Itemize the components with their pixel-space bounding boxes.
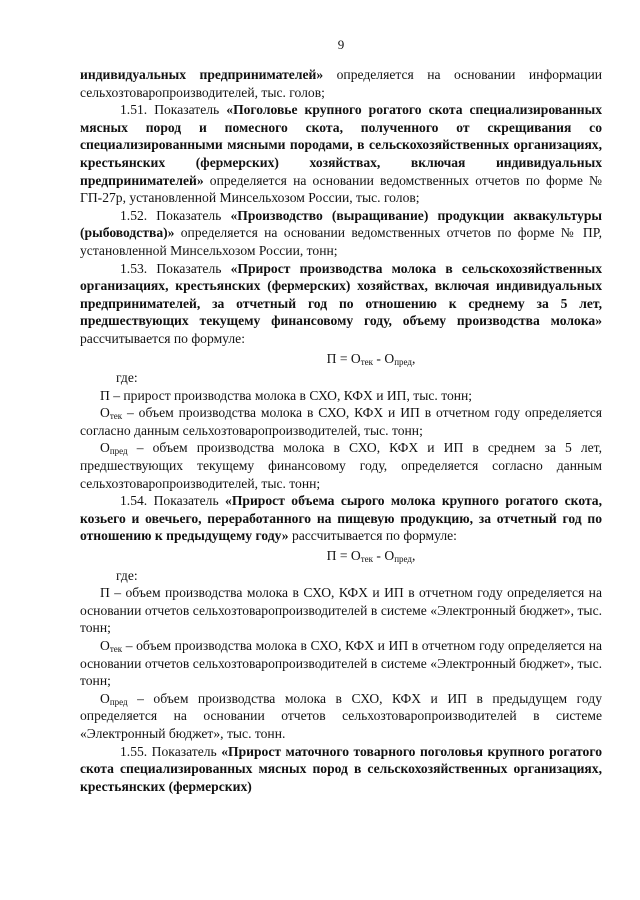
document-page xyxy=(80,0,602,900)
paragraph-1-52: 1.52. Показатель «Производство (выращивание) продукции аквакультуры (рыбоводства)» определяется на основании ведомственных отчетов по форме № ПР, установленной Минсельхозом России, тонн; xyxy=(80,207,602,258)
page-number: 9 xyxy=(337,37,345,52)
document-body xyxy=(80,66,602,795)
definition-o-pred: $О_{пред}$ – объем производства молока в СХО, КФХ и ИП в среднем за 5 лет, предшествующих текущему финансовому году, определяется согласно данным сельхозтоваропроизводителей, тыс. тонн; xyxy=(80,440,602,491)
definition-o-tek: $О_{тек}$ – объем производства молока в СХО, КФХ и ИП в отчетном году определяется на основании отчетов сельхозтоваропроизводителей в системе «Электронный бюджет», тыс. тонн; xyxy=(80,638,602,689)
paragraph-1-54: 1.54. Показатель «Прирост объема сырого молока крупного рогатого скота, козьего и овечьего, переработанного на пищевую продукцию, за отчетный год по отношению к предыдущему году» рассчитывается по формуле: xyxy=(80,493,602,544)
definition-p: П – прирост производства молока в СХО, КФХ и ИП, тыс. тонн; xyxy=(100,387,473,403)
definition-p: П – объем производства молока в СХО, КФХ и ИП в отчетном году определяется на основании отчетов сельхозтоваропроизводителей в системе «Электронный бюджет», тыс. тонн; xyxy=(80,585,602,636)
formula-1: $П = О_{тек} - О_{пред}$, xyxy=(326,350,416,367)
bold-term: «Прирост объема сырого молока крупного рогатого скота, козьего и овечьего, переработанного на пищевую продукцию, за отчетный год по отношению к предыдущему году» xyxy=(80,493,602,544)
where-label: где: xyxy=(116,567,138,583)
where-label: где: xyxy=(116,370,138,386)
paragraph-continuation: индивидуальных предпринимателей» определяется на основании информации сельхозтоваропроизводителей, тыс. голов; xyxy=(80,67,602,100)
definition-o-tek: $О_{тек}$ – объем производства молока в СХО, КФХ и ИП в отчетном году определяется согласно данным сельхозтоваропроизводителей, тыс. тонн; xyxy=(80,405,602,438)
bold-term: «Прирост маточного товарного поголовья крупного рогатого скота специализированных мясных пород в сельскохозяйственных организациях, крестьянских (фермерских) xyxy=(80,743,602,794)
bold-term: «Прирост производства молока в сельскохозяйственных организациях, крестьянских (фермерских) хозяйствах, включая индивидуальных предпринимателей, за отчетный год по отношению к среднему за 5 лет, предшествующих текущему финансовому году, объему производства молока» xyxy=(80,260,602,329)
definition-o-pred: $О_{пред}$ – объем производства молока в СХО, КФХ и ИП в предыдущем году определяется на основании отчетов сельхозтоваропроизводителей в системе «Электронный бюджет», тыс. тонн. xyxy=(80,690,602,741)
paragraph-1-53: 1.53. Показатель «Прирост производства молока в сельскохозяйственных организациях, крестьянских (фермерских) хозяйствах, включая индивидуальных предпринимателей, за отчетный год по отношению к среднему за 5 лет, предшествующих текущему финансовому году, объему производства молока» рассчитывается по формуле: xyxy=(80,260,602,346)
paragraph-1-55: 1.55. Показатель «Прирост маточного товарного поголовья крупного рогатого скота специализированных мясных пород в сельскохозяйственных организациях, крестьянских (фермерских) xyxy=(80,743,602,794)
bold-term: «Поголовье крупного рогатого скота специализированных мясных пород и помесного скота, полученного от скрещивания со специализированными мясными породами, в сельскохозяйственных организациях, крестьянских (фермерских) хозяйствах, включая индивидуальных предпринимателей» xyxy=(80,102,602,188)
bold-term: «Производство (выращивание) продукции аквакультуры (рыбоводства)» xyxy=(80,207,602,241)
paragraph-1-51: 1.51. Показатель «Поголовье крупного рогатого скота специализированных мясных пород и помесного скота, полученного от скрещивания со специализированными мясными породами, в сельскохозяйственных организациях, крестьянских (фермерских) хозяйствах, включая индивидуальных предпринимателей» определяется на основании ведомственных отчетов по форме № ГП-27р, установленной Минсельхозом России, тыс. голов; xyxy=(80,102,602,206)
formula-2: $П = О_{тек} - О_{пред}$, xyxy=(326,548,416,565)
bold-term: индивидуальных предпринимателей» xyxy=(80,67,324,82)
